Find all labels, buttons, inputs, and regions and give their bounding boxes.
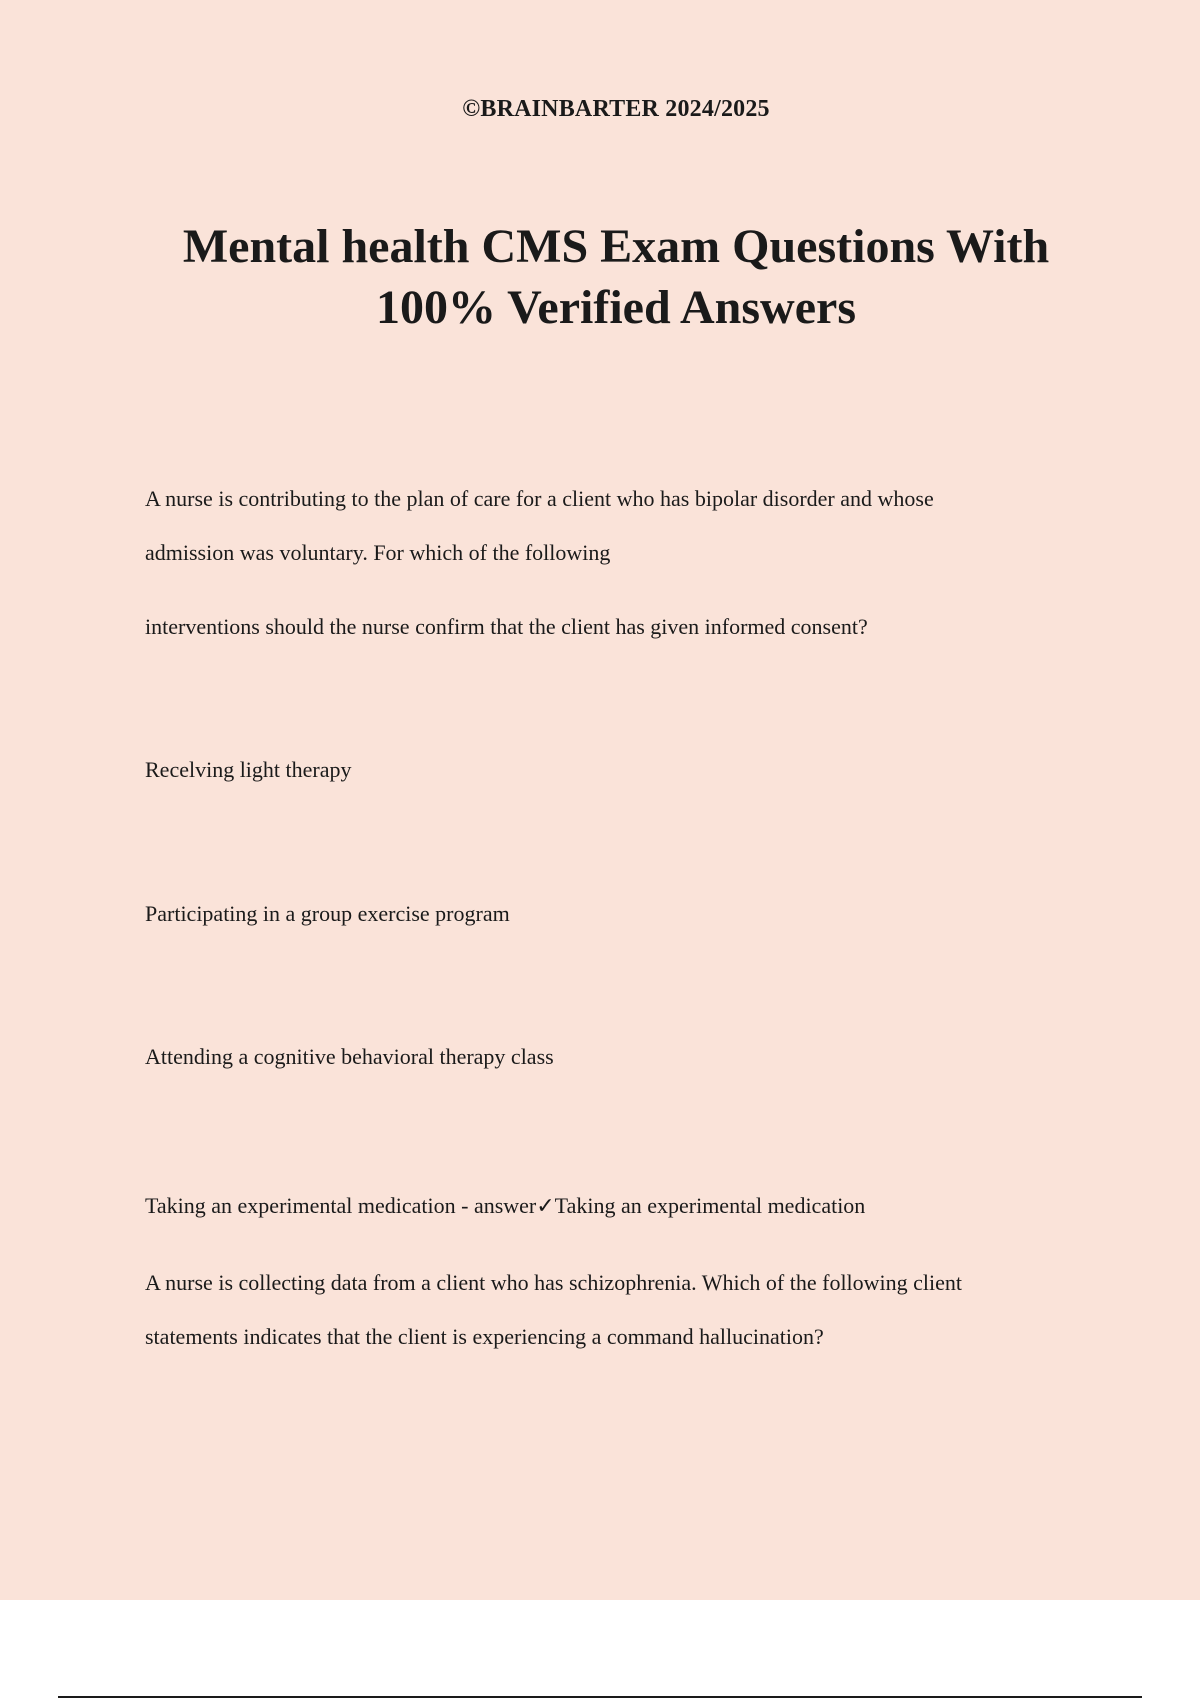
question-1-stem-line-3: interventions should the nurse confirm that the client has given informed consent?: [145, 614, 868, 639]
document-title: [100, 216, 1132, 338]
copyright-header: ©BRAINBARTER 2024/2025: [462, 96, 770, 122]
question-1-stem: [145, 472, 1075, 580]
question-1-option-1: Recelving light therapy: [145, 757, 352, 782]
title-line-2: 100% Verified Answers: [376, 281, 856, 334]
question-1-option-2: Participating in a group exercise program: [145, 901, 510, 926]
footer-divider: [58, 1696, 1142, 1698]
question-2-stem-line-1: A nurse is collecting data from a client who has schizophrenia. Which of the following client: [145, 1270, 963, 1295]
question-2-stem: [145, 1256, 1075, 1364]
title-line-1: Mental health CMS Exam Questions With: [182, 220, 1050, 273]
question-1-stem-line-2: admission was voluntary. For which of the following: [145, 540, 611, 565]
question-2-stem-line-2: statements indicates that the client is experiencing a command hallucination?: [145, 1324, 824, 1349]
question-1-option-3: Attending a cognitive behavioral therapy class: [145, 1044, 554, 1069]
question-1-stem-line-1: A nurse is contributing to the plan of care for a client who has bipolar disorder and whose: [145, 486, 934, 511]
question-1-answer: Taking an experimental medication - answer✓Taking an experimental medication: [145, 1193, 866, 1218]
